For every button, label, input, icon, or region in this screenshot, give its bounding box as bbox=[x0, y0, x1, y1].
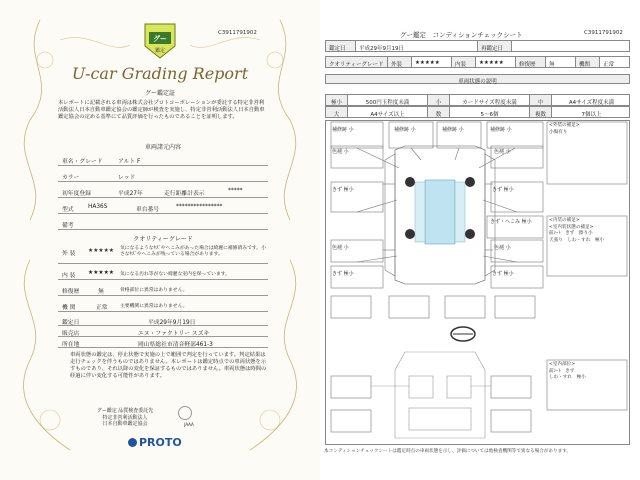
damage-note: 色褪 小 bbox=[332, 245, 349, 251]
certificate-code: C3911791902 bbox=[218, 30, 257, 36]
svg-text:グー: グー bbox=[153, 35, 167, 43]
damage-note: きず 極小 bbox=[492, 271, 514, 277]
header-row-dates: 鑑定日 平成29年9月19日 再鑑定日 bbox=[325, 40, 630, 52]
association-seal-icon bbox=[178, 406, 192, 420]
damage-note: 補修跡 小 bbox=[490, 127, 512, 133]
info-row: 所在地 岡山県総社市清音軽部461-3 bbox=[58, 338, 268, 348]
damage-note: 補修跡 小 bbox=[332, 127, 354, 133]
remarks-box: <外装の補足> 小傷有り bbox=[549, 123, 580, 135]
intro-text: 本レポートに記載される車両は株式会社プロトコーポレーションが委託する特定非営利活動法人日本自動車鑑定協会の鑑定師が検査を実施し、特定非営利活動法人日本自動車鑑定協会の定める基準にて品質評価を行ったものであることを証明します。 bbox=[58, 100, 265, 120]
damage-note: きず 極小 bbox=[332, 271, 354, 277]
proto-logo: PROTO bbox=[128, 436, 182, 449]
spec-row: 型式 HA36S 車台番号 **************** bbox=[58, 200, 268, 214]
sheet-footnote: 本コンディションチェックシートは鑑定時点の車両状態を示し、評価については他検査機関等で異なる場合があります。 bbox=[324, 449, 572, 454]
spec-section-title: 車両諸元内容 bbox=[144, 144, 181, 151]
interior-remarks: <内装の補足> <室内装状態の補足> 前ｼｰﾄ きず 擦り小 天張り しわ・すれ 極小 bbox=[549, 218, 605, 243]
quality-row: 修復歴 無 骨格部位に異常はありません。 bbox=[58, 282, 268, 296]
spec-row: 備考 bbox=[58, 216, 268, 230]
wheel-icon bbox=[405, 229, 415, 239]
damage-note: 色褪 小 bbox=[332, 149, 349, 155]
closing-text: 車両状態の鑑定は、停止状態で実施の上で範囲で判定を行っています。判定結果は走行チェックを伴うものではありません。本レポートは鑑定時点での車両状態を示すものであり、それ以降の変化を保証するものではありません。車両状態は時間の経過に伴い変化する可能性があります。 bbox=[70, 352, 267, 379]
damage-note: きず 極小 bbox=[332, 187, 354, 193]
damage-note: 色褪 小 bbox=[494, 245, 511, 251]
damage-note: きず・へこみ 極小 bbox=[490, 219, 532, 225]
sheet-title: グー鑑定 コンディションチェックシート bbox=[400, 31, 523, 39]
spec-row: 車名・グレード アルト F bbox=[58, 152, 268, 166]
org-name: グー鑑定 品質検査委託先 特定非営利活動法人 日本自動車鑑定協会 bbox=[96, 408, 154, 427]
quality-section-title: クオリティーグレード bbox=[133, 236, 193, 243]
legend-row-1: 極小 500円玉程度未満 小 カードサイズ程度未満 中 A4サイズ程度未満 bbox=[325, 94, 630, 106]
report-subtitle: グー鑑定証 bbox=[144, 90, 175, 97]
interior-part-remarks: <室内部位> 前ｼｰﾄ きず しわ・すれ 極小 bbox=[549, 362, 586, 380]
car-diagram bbox=[325, 120, 630, 445]
jaaa-label: JAAA bbox=[184, 422, 194, 427]
quality-row: 機 関 正常 主要機関に異常はありません。 bbox=[58, 298, 268, 312]
spec-row: カラー レッド bbox=[58, 168, 268, 182]
wheel-icon bbox=[405, 177, 415, 187]
sheet-code: C3911791902 bbox=[584, 30, 623, 36]
damage-note: 補修跡 小 bbox=[394, 127, 416, 133]
info-row: 鑑定日 平成29年9月19日 bbox=[58, 316, 268, 326]
svg-text:鑑定: 鑑定 bbox=[154, 48, 166, 54]
info-row: 販売店 エヌ・ファクトリー スズキ bbox=[58, 327, 268, 337]
legend-title: 車両状態の説明 bbox=[325, 74, 630, 84]
damage-note: 色褪 小 bbox=[494, 149, 511, 155]
legend-row-2: 大 A4サイズ以上 数 5～6個 複数 7個以上 bbox=[325, 106, 630, 118]
quality-row: 外 装 ★★★★★ 気になるようなｷｽﾞやへこみがあった場合は綺麗に補修済みです。小さなｷｽﾞやへこみが残っている場合があります。 bbox=[58, 244, 268, 264]
wheel-icon bbox=[465, 229, 475, 239]
spec-row: 初年度登録 平成27年 走行距離計表示 ***** bbox=[58, 184, 268, 198]
goo-emblem-icon bbox=[143, 22, 177, 60]
damage-note: きず 極小 bbox=[492, 187, 514, 193]
quality-row: 内 装 ★★★★★ 気になる汚れ等がない綺麗な室内を保っています。 bbox=[58, 266, 268, 280]
header-row-grades: クオリティーグレード 外装 ★★★★★ 内装 ★★★★★ 修復歴 無 機関 正常 bbox=[325, 56, 630, 68]
wheel-icon bbox=[465, 177, 475, 187]
damage-note: 補修跡 小 bbox=[442, 127, 464, 133]
report-title: U-car Grading Report bbox=[71, 64, 249, 83]
roof-glass bbox=[425, 180, 455, 244]
